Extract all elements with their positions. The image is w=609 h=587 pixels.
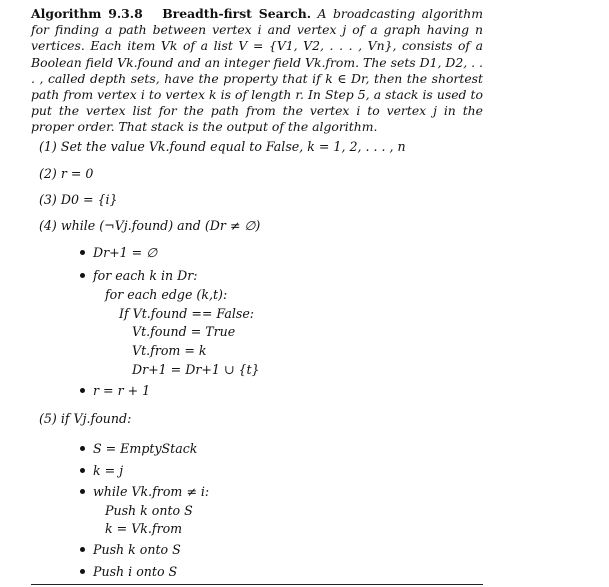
algorithm-name: Breadth-first Search. [162,6,312,21]
step-5-bullet-3 [80,484,209,499]
bullet-text: r = r + 1 [93,383,151,398]
bullet-text: Dr+1 = ∅ [93,245,158,260]
algorithm-description: A broadcasting algorithm for finding a path between vertex i and vertex j of a graph having n vertices. Each item Vk of a list V = {V1, V2, . . . , Vn}, consists of a Boolean field Vk.found and an integer field Vk.from. The sets D1, D2, . . . , called depth sets, have the property that if k ∈ Dr, then the shortest path from vertex i to vertex k is of length r. In Step 5, a stack is used to put the vertex list for the path from the vertex i to vertex j in the proper order. That stack is the output of the algorithm. [31,6,483,135]
bullet-icon [80,547,85,552]
step-4-line-3: Vt.found = True [132,324,236,339]
bullet-icon [80,468,85,473]
step-5-bullet-2 [80,463,123,478]
bullet-text: S = EmptyStack [93,441,198,456]
step-3: (3) D0 = {i} [39,192,118,207]
bullet-icon [80,569,85,574]
bullet-text: Push k onto S [93,542,181,557]
bullet-icon [80,273,85,278]
bullet-icon [80,489,85,494]
step-4: (4) while (¬Vj.found) and (Dr ≠ ∅) [39,218,261,233]
step-5-bullet-1 [80,441,197,456]
step-1: (1) Set the value Vk.found equal to False, k = 1, 2, . . . , n [39,139,406,154]
step-4-line-4: Vt.from = k [132,343,207,358]
algorithm-block [31,6,483,136]
algorithm-intro [31,6,483,136]
step-5-line-2: k = Vk.from [105,521,183,536]
bullet-icon [80,388,85,393]
step-4-bullet-3 [80,383,150,398]
bullet-icon [80,250,85,255]
step-4-line-1: for each edge (k,t): [105,287,228,302]
bottom-divider [31,584,483,585]
step-4-bullet-2 [80,268,198,283]
algorithm-heading: Algorithm 9.3.8 [31,6,143,21]
step-2: (2) r = 0 [39,166,94,181]
bullet-text: Push i onto S [93,564,178,579]
bullet-text: for each k in Dr: [93,268,198,283]
bullet-text: k = j [93,463,124,478]
step-4-bullet-1 [80,245,157,260]
step-5-bullet-4 [80,542,181,557]
bullet-icon [80,446,85,451]
bullet-text: while Vk.from ≠ i: [93,484,210,499]
step-5-line-1: Push k onto S [105,503,193,518]
step-4-line-5: Dr+1 = Dr+1 ∪ {t} [132,362,260,377]
step-4-line-2: If Vt.found == False: [119,306,255,321]
step-5-bullet-5 [80,564,177,579]
step-5: (5) if Vj.found: [39,411,132,426]
